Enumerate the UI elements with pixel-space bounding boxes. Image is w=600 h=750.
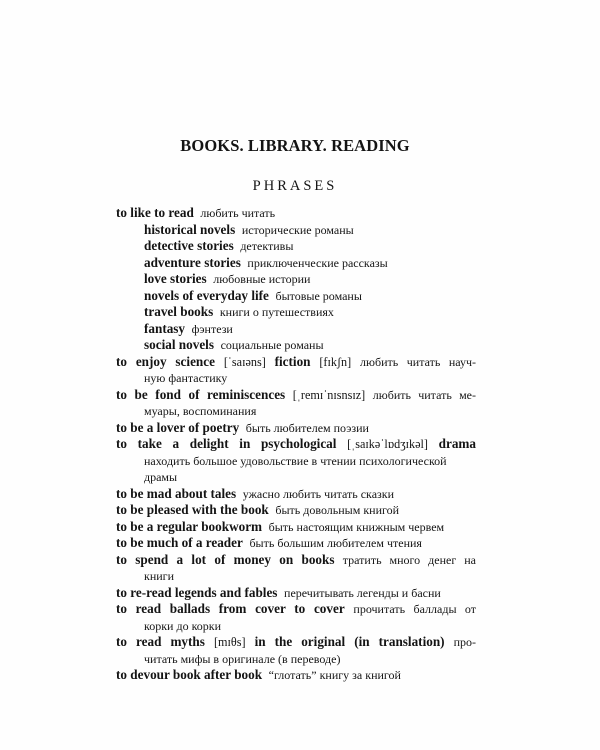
- phrase-ru: быть большим любителем чтения: [249, 536, 422, 550]
- phrase-ru: социальные романы: [220, 338, 324, 352]
- phrase-en: to be much of a reader: [116, 535, 243, 550]
- phrase-en: to be a regular bookworm: [116, 518, 263, 534]
- phrase-en: historical novels: [144, 221, 236, 237]
- phrase-en: detective stories: [144, 238, 234, 253]
- phrase-en: to read myths: [116, 634, 205, 649]
- phrase-en: to enjoy science: [116, 353, 215, 369]
- phrase-en: adventure stories: [144, 254, 241, 270]
- phrase-en: in the original (in translation): [254, 634, 445, 649]
- phrase-entry: [116, 502, 476, 519]
- phrase-entry: [116, 667, 476, 684]
- phrase-en: love stories: [144, 271, 207, 286]
- phrase-entry: [116, 205, 476, 222]
- phrase-entry: [116, 255, 476, 272]
- phrase-entry: [116, 337, 476, 354]
- phrase-ru: бытовые романы: [275, 288, 362, 303]
- phrase-en: to devour book after book: [116, 667, 263, 682]
- phrase-ru-continuation: читать мифы в оригинале (в переводе): [144, 651, 341, 666]
- phrase-entry: [116, 436, 476, 453]
- phrase-entry: [116, 535, 476, 552]
- phrase-transcription: [fɪkʃn]: [319, 354, 352, 369]
- phrase-entry: [116, 552, 476, 569]
- phrase-ru: прочитать баллады от: [353, 602, 476, 616]
- phrase-list: [116, 205, 476, 684]
- phrase-entry: [116, 387, 476, 404]
- phrase-en: to be fond of reminiscences: [116, 386, 286, 402]
- phrase-entry: [116, 288, 476, 305]
- phrase-en: to spend a lot of money on books: [116, 551, 335, 567]
- phrase-entry: [116, 585, 476, 602]
- phrase-ru-continuation: драмы: [144, 470, 178, 484]
- phrase-ru: перечитывать легенды и басни: [284, 585, 441, 600]
- phrase-en: to re-read legends and fables: [116, 584, 278, 600]
- phrase-transcription: [ˈsaɪəns]: [223, 354, 266, 369]
- phrase-en: drama: [438, 436, 477, 451]
- phrase-entry: [116, 238, 476, 255]
- phrase-en: fantasy: [144, 320, 186, 336]
- phrase-transcription: [ˌsaɪkəˈlɒdʒɪkəl]: [347, 437, 428, 451]
- phrase-ru: приключенческие рассказы: [247, 255, 388, 270]
- phrase-entry: [116, 321, 476, 338]
- phrase-ru: детективы: [240, 239, 294, 253]
- phrase-ru: быть любителем поэзии: [245, 420, 369, 435]
- phrase-entry: [116, 519, 476, 536]
- phrase-ru-continuation: книги: [144, 569, 175, 583]
- phrase-entry: [116, 486, 476, 503]
- phrase-en: travel books: [144, 304, 214, 319]
- section-subtitle: PHRASES: [252, 178, 338, 194]
- phrase-ru-continuation: ную фантастику: [144, 371, 228, 385]
- phrase-transcription: [mɪθs]: [213, 635, 246, 649]
- phrase-en: to be pleased with the book: [116, 502, 269, 517]
- phrase-en: to be a lover of poetry: [116, 419, 240, 435]
- phrase-ru: любить читать: [200, 206, 276, 220]
- phrase-entry: [116, 354, 476, 371]
- phrase-ru-continuation: муары, воспоминания: [144, 404, 257, 418]
- phrase-ru: тратить много денег на: [342, 552, 477, 567]
- phrase-transcription: [ˌremɪˈnɪsnsɪz]: [292, 387, 366, 402]
- phrase-ru: книги о путешествиях: [219, 305, 334, 319]
- phrase-en: to be mad about tales: [116, 485, 237, 501]
- phrase-entry: [116, 634, 476, 651]
- phrase-en: to like to read: [116, 205, 194, 220]
- page-title: BOOKS. LIBRARY. READING: [180, 136, 410, 155]
- phrase-ru: фэнтези: [191, 321, 233, 336]
- phrase-en: to take a delight in psychological: [116, 436, 337, 451]
- phrase-entry: [116, 222, 476, 239]
- phrase-en: to read ballads from cover to cover: [116, 601, 345, 616]
- phrase-ru: быть довольным книгой: [275, 503, 400, 517]
- phrase-en: fiction: [274, 353, 311, 369]
- phrase-ru-continuation: корки до корки: [144, 618, 222, 633]
- phrase-ru: любить читать науч-: [360, 354, 477, 369]
- phrase-en: novels of everyday life: [144, 287, 269, 303]
- phrase-entry: [116, 271, 476, 288]
- phrase-ru: любовные истории: [213, 272, 311, 286]
- phrase-ru: ужасно любить читать сказки: [242, 486, 395, 501]
- phrase-ru: “глотать” книгу за книгой: [268, 668, 401, 682]
- phrase-en: social novels: [144, 337, 214, 352]
- phrase-ru: любить читать ме-: [372, 387, 476, 402]
- phrase-ru: исторические романы: [241, 222, 354, 237]
- phrase-ru-continuation: находить большое удовольствие в чтении психологической: [144, 453, 447, 468]
- phrase-entry: [116, 420, 476, 437]
- phrase-entry: [116, 304, 476, 321]
- phrase-ru: про-: [453, 635, 477, 649]
- phrase-ru: быть настоящим книжным червем: [268, 519, 445, 534]
- phrase-entry: [116, 601, 476, 618]
